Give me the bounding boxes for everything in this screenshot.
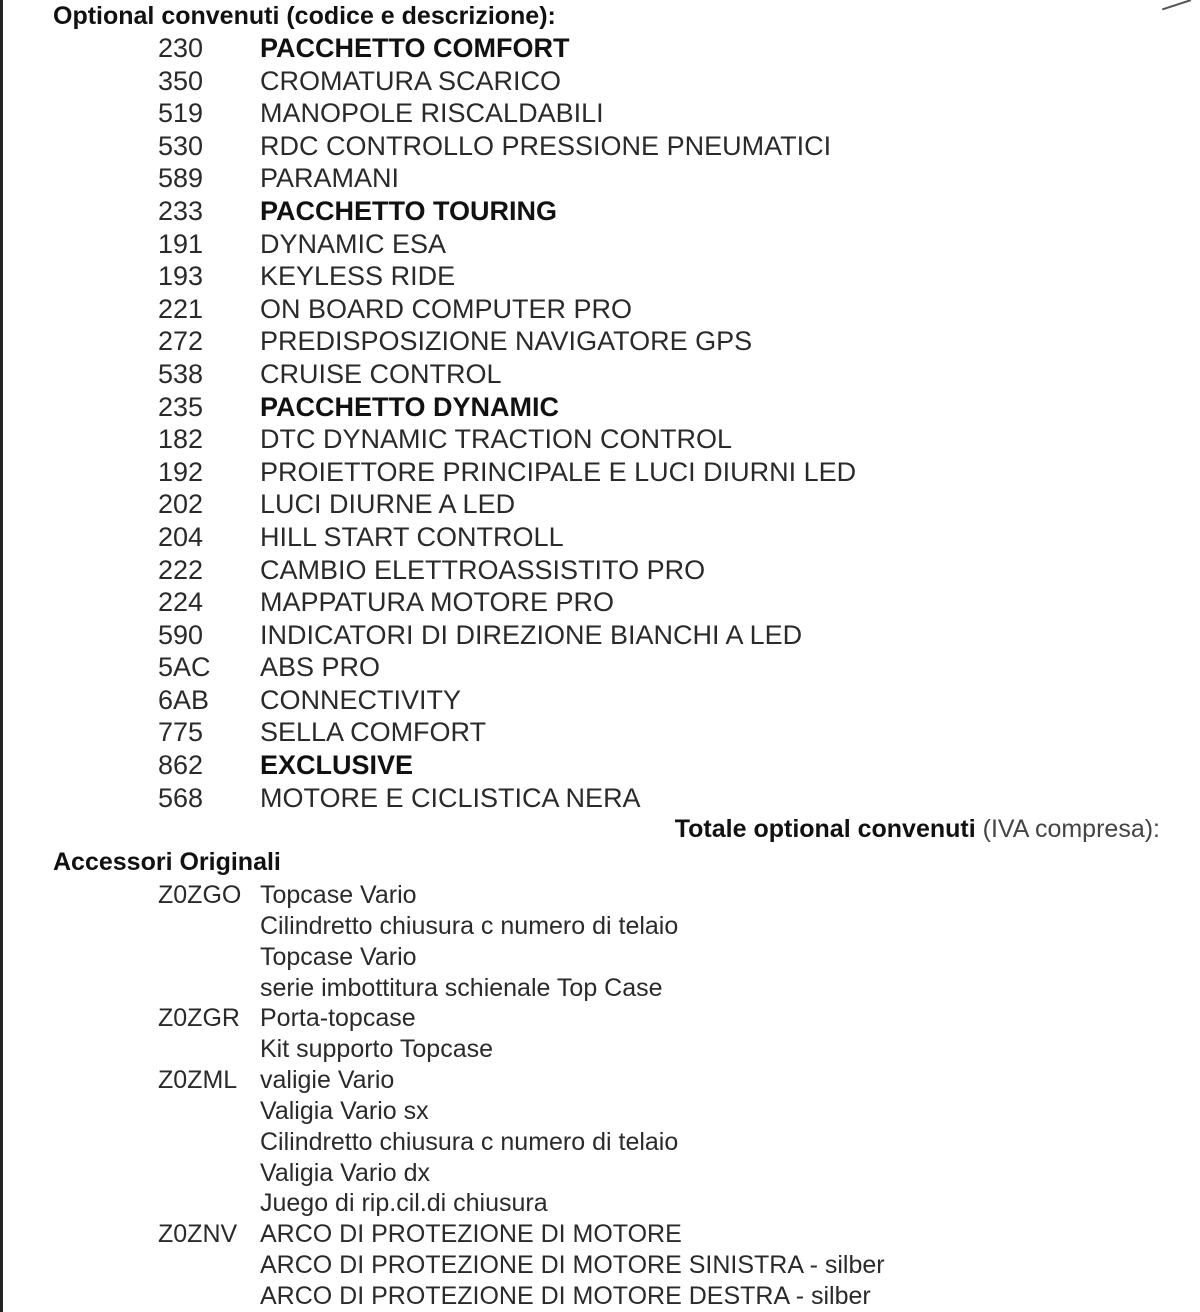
accessory-item-desc: Valigia Vario sx — [260, 1096, 429, 1125]
optional-item — [0, 488, 1000, 521]
accessory-item — [0, 1281, 1000, 1312]
optional-item-code: 775 — [158, 717, 204, 748]
optional-item-desc: CROMATURA SCARICO — [260, 65, 562, 96]
optional-list — [0, 32, 1000, 814]
optional-item — [0, 228, 1000, 261]
accessory-item — [0, 911, 1000, 942]
accessory-item — [0, 1188, 1000, 1219]
optional-item-desc: EXCLUSIVE — [260, 750, 414, 781]
optional-item — [0, 684, 1000, 717]
optional-item — [0, 782, 1000, 815]
optional-item-desc: HILL START CONTROLL — [260, 521, 564, 552]
optional-item — [0, 130, 1000, 163]
optional-item-code: 182 — [158, 424, 204, 455]
optional-item-desc: CONNECTIVITY — [260, 684, 462, 715]
optional-item — [0, 521, 1000, 554]
accessory-item-desc: Topcase Vario — [260, 942, 417, 971]
optional-total-line — [675, 815, 1160, 844]
optional-item-desc: LUCI DIURNE A LED — [260, 489, 516, 520]
optional-item-desc: ON BOARD COMPUTER PRO — [260, 293, 633, 324]
optional-item — [0, 554, 1000, 587]
optional-item-code: 862 — [158, 750, 204, 781]
accessory-item — [0, 1127, 1000, 1158]
optional-item-code: 538 — [158, 358, 204, 389]
optional-item — [0, 358, 1000, 391]
corner-mark — [1159, 0, 1191, 10]
optional-item — [0, 391, 1000, 424]
optional-item — [0, 260, 1000, 293]
optional-item-desc: PARAMANI — [260, 163, 400, 194]
accessory-item — [0, 1003, 1000, 1034]
accessory-item — [0, 1250, 1000, 1281]
optional-item-code: 530 — [158, 130, 204, 161]
accessory-item-desc: Porta-topcase — [260, 1004, 416, 1033]
optional-item-desc: PROIETTORE PRINCIPALE E LUCI DIURNI LED — [260, 456, 857, 487]
optional-item — [0, 716, 1000, 749]
optional-item — [0, 97, 1000, 130]
optional-item-code: 193 — [158, 261, 204, 292]
optional-item-code: 224 — [158, 587, 204, 618]
accessory-item — [0, 1158, 1000, 1189]
optional-item-desc: MANOPOLE RISCALDABILI — [260, 98, 604, 129]
optional-item-desc: ABS PRO — [260, 652, 381, 683]
optional-item — [0, 651, 1000, 684]
accessory-item-desc: ARCO DI PROTEZIONE DI MOTORE DESTRA - silber — [260, 1281, 871, 1310]
accessory-item-desc: Cilindretto chiusura c numero di telaio — [260, 1127, 679, 1156]
optional-total-label: Totale optional convenuti — [674, 815, 976, 843]
accessory-item-desc: Juego di rip.cil.di chiusura — [260, 1189, 548, 1218]
accessory-item — [0, 1065, 1000, 1096]
optional-item-desc: PACCHETTO COMFORT — [260, 33, 570, 63]
accessory-item-code: Z0ZNV — [158, 1220, 238, 1249]
optional-item-desc: DTC DYNAMIC TRACTION CONTROL — [260, 424, 733, 455]
optional-item-code: 230 — [158, 33, 204, 63]
accessory-item-desc: valigie Vario — [260, 1066, 395, 1095]
optional-item — [0, 456, 1000, 489]
optional-item-desc: RDC CONTROLLO PRESSIONE PNEUMATICI — [260, 130, 832, 161]
accessory-item — [0, 1034, 1000, 1065]
optional-item-code: 519 — [158, 98, 204, 129]
optional-item-desc: CAMBIO ELETTROASSISTITO PRO — [260, 554, 706, 585]
optional-item — [0, 293, 1000, 326]
optional-item-code: 235 — [158, 391, 204, 422]
accessory-item-code: Z0ZGO — [158, 881, 242, 909]
optional-item-code: 222 — [158, 554, 204, 585]
optional-item — [0, 65, 1000, 98]
optional-item-desc: KEYLESS RIDE — [260, 261, 456, 292]
accessory-item-desc: serie imbottitura schienale Top Case — [260, 973, 663, 1002]
optional-item-desc: DYNAMIC ESA — [260, 228, 447, 259]
accessory-item-code: Z0ZML — [158, 1066, 238, 1095]
accessory-item — [0, 1219, 1000, 1250]
optional-item-desc: PACCHETTO DYNAMIC — [260, 391, 560, 422]
optional-item-code: 202 — [158, 489, 204, 520]
optional-item — [0, 32, 1000, 65]
optional-item-code: 233 — [158, 195, 204, 226]
accessories-section-title: Accessori Originali — [53, 848, 281, 876]
optional-item-desc: INDICATORI DI DIREZIONE BIANCHI A LED — [260, 619, 803, 650]
optional-item-code: 6AB — [158, 684, 210, 715]
optional-item-desc: SELLA COMFORT — [260, 717, 487, 748]
optional-item — [0, 586, 1000, 619]
optional-item-desc: MOTORE E CICLISTICA NERA — [260, 782, 641, 813]
accessories-list — [0, 880, 1000, 1312]
optional-item-desc: MAPPATURA MOTORE PRO — [260, 587, 615, 618]
optional-item-code: 568 — [158, 782, 204, 813]
optional-item-code: 5AC — [158, 652, 211, 683]
accessory-item-desc: Kit supporto Topcase — [260, 1035, 494, 1064]
optional-item-desc: PACCHETTO TOURING — [260, 195, 558, 226]
accessory-item-desc: Valigia Vario dx — [260, 1158, 430, 1187]
optional-item — [0, 423, 1000, 456]
accessory-item-desc: ARCO DI PROTEZIONE DI MOTORE — [260, 1220, 682, 1249]
optional-total-note: (IVA compresa): — [982, 815, 1160, 843]
optional-item-code: 589 — [158, 163, 204, 194]
optional-item — [0, 749, 1000, 782]
optional-item — [0, 619, 1000, 652]
optional-item-code: 191 — [158, 228, 204, 259]
accessory-item-desc: Cilindretto chiusura c numero di telaio — [260, 911, 679, 940]
optional-item-code: 204 — [158, 521, 204, 552]
optional-item-code: 192 — [158, 456, 204, 487]
accessory-item-desc: ARCO DI PROTEZIONE DI MOTORE SINISTRA - silber — [260, 1251, 885, 1280]
optional-item-code: 590 — [158, 619, 204, 650]
accessory-item — [0, 973, 1000, 1004]
accessory-item-code: Z0ZGR — [158, 1004, 240, 1033]
optional-item — [0, 325, 1000, 358]
accessory-item-desc: Topcase Vario — [260, 881, 417, 909]
optional-item-code: 272 — [158, 326, 204, 357]
optional-item — [0, 162, 1000, 195]
optional-section-title: Optional convenuti (codice e descrizione): — [53, 2, 556, 30]
optional-item — [0, 195, 1000, 228]
accessory-item — [0, 942, 1000, 973]
optional-item-code: 350 — [158, 65, 204, 96]
optional-item-desc: CRUISE CONTROL — [260, 358, 502, 389]
optional-item-code: 221 — [158, 293, 204, 324]
optional-item-desc: PREDISPOSIZIONE NAVIGATORE GPS — [260, 326, 753, 357]
accessory-item — [0, 1096, 1000, 1127]
accessory-item — [0, 880, 1000, 911]
